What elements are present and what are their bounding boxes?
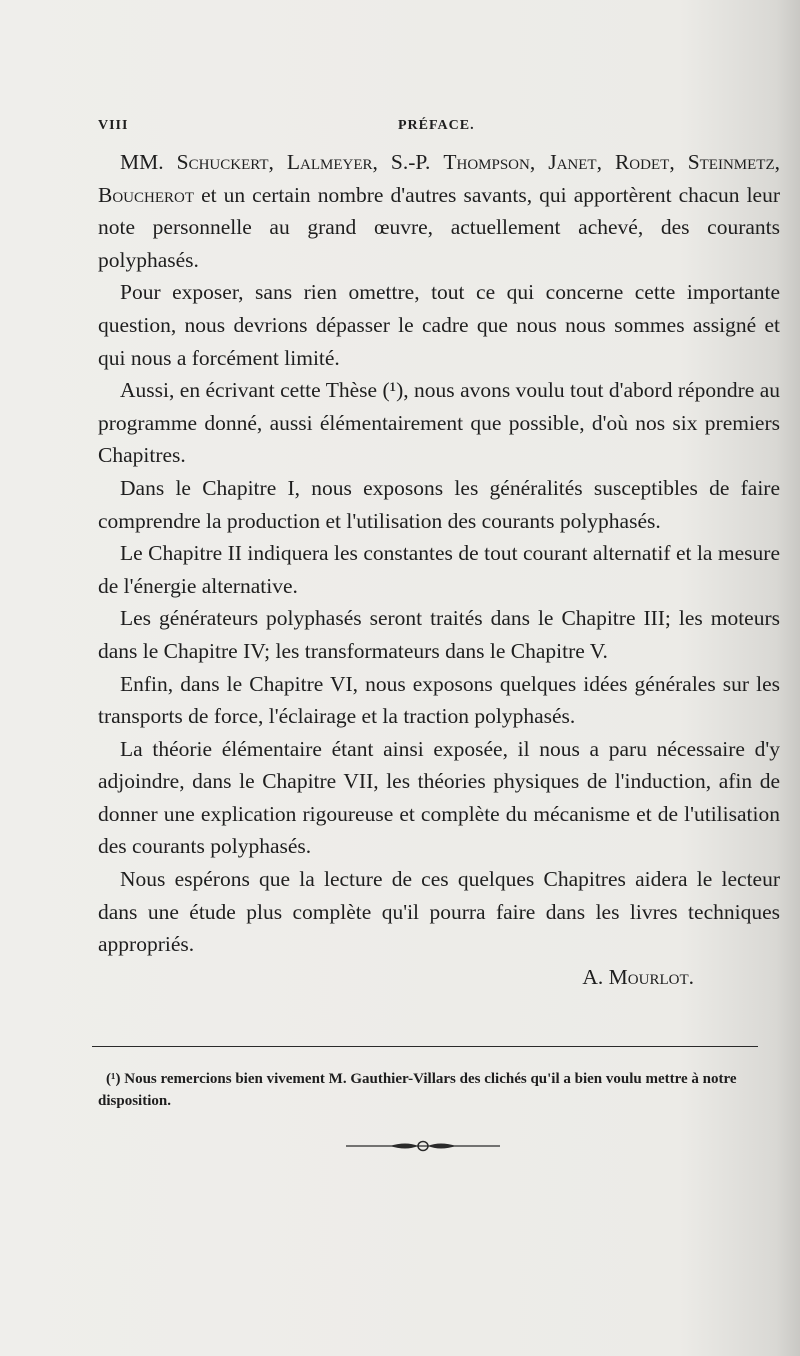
page-number: VIII xyxy=(98,118,129,133)
paragraph-8: La théorie élémentaire étant ainsi exposée, il nous a paru nécessaire d'y adjoindre, dans le Chapitre VII, les théories physiques de l'induction, afin de donner une explication rigoureuse et complète du mécanisme et de l'utilisation des courants polyphasés. xyxy=(98,736,780,859)
signature: A. Mourlot. xyxy=(582,964,694,989)
footnote: (¹) Nous remercions bien vivement M. Gauthier-Villars des clichés qu'il a bien voulu mettre à notre disposition. xyxy=(98,1071,737,1109)
sep: , xyxy=(669,150,688,174)
running-header xyxy=(98,118,778,140)
paragraph-5: Le Chapitre II indiquera les constantes de tout courant alternatif et la mesure de l'énergie alternative. xyxy=(98,541,780,598)
name-lalmeyer: Lalmeyer xyxy=(286,150,373,174)
paragraph-3: Aussi, en écrivant cette Thèse (¹), nous avons voulu tout d'abord répondre au programme donné, aussi élémentairement que possible, d'où nos six premiers Chapitres. xyxy=(98,378,780,468)
paragraph-1 xyxy=(98,146,780,276)
name-rodet: Rodet xyxy=(614,150,670,174)
paragraph-2: Pour exposer, sans rien omettre, tout ce qui concerne cette importante question, nous devrions dépasser le cadre que nous nous sommes assigné et qui nous a forcément limité. xyxy=(98,280,780,370)
paragraph-1-rest: et un certain nombre d'autres savants, qui apportèrent chacun leur note personnelle au grand œuvre, actuellement achevé, des courants polyphasés. xyxy=(98,182,780,272)
preface-body xyxy=(98,146,780,993)
sep: , xyxy=(268,150,287,174)
name-steinmetz: Steinmetz xyxy=(687,150,775,174)
paragraph-7: Enfin, dans le Chapitre VI, nous exposons quelques idées générales sur les transports de force, l'éclairage et la traction polyphasés. xyxy=(98,671,780,729)
running-title: PRÉFACE. xyxy=(398,118,475,133)
paragraph-9: Nous espérons que la lecture de ces quelques Chapitres aidera le lecteur dans une étude plus complète qu'il pourra faire dans les livres techniques appropriés. xyxy=(98,867,780,957)
sep: , xyxy=(529,150,549,174)
paragraph-1-lead: MM. xyxy=(120,150,177,174)
name-schuckert: Schuckert xyxy=(176,150,269,174)
paragraph-6: Les générateurs polyphasés seront traités dans le Chapitre III; les moteurs dans le Chapitre IV; les transformateurs dans le Chapitre V. xyxy=(98,606,780,663)
sep: , S.-P. xyxy=(372,150,444,174)
name-boucherot: Boucherot xyxy=(98,182,195,207)
sep: , xyxy=(774,150,780,174)
name-thompson: Thompson xyxy=(443,150,530,174)
name-janet: Janet xyxy=(548,150,597,174)
ornament-divider xyxy=(346,1138,500,1154)
footnote-rule xyxy=(92,1046,758,1047)
paragraph-4: Dans le Chapitre I, nous exposons les généralités susceptibles de faire comprendre la production et l'utilisation des courants polyphasés. xyxy=(98,475,780,533)
sep: , xyxy=(596,150,615,174)
